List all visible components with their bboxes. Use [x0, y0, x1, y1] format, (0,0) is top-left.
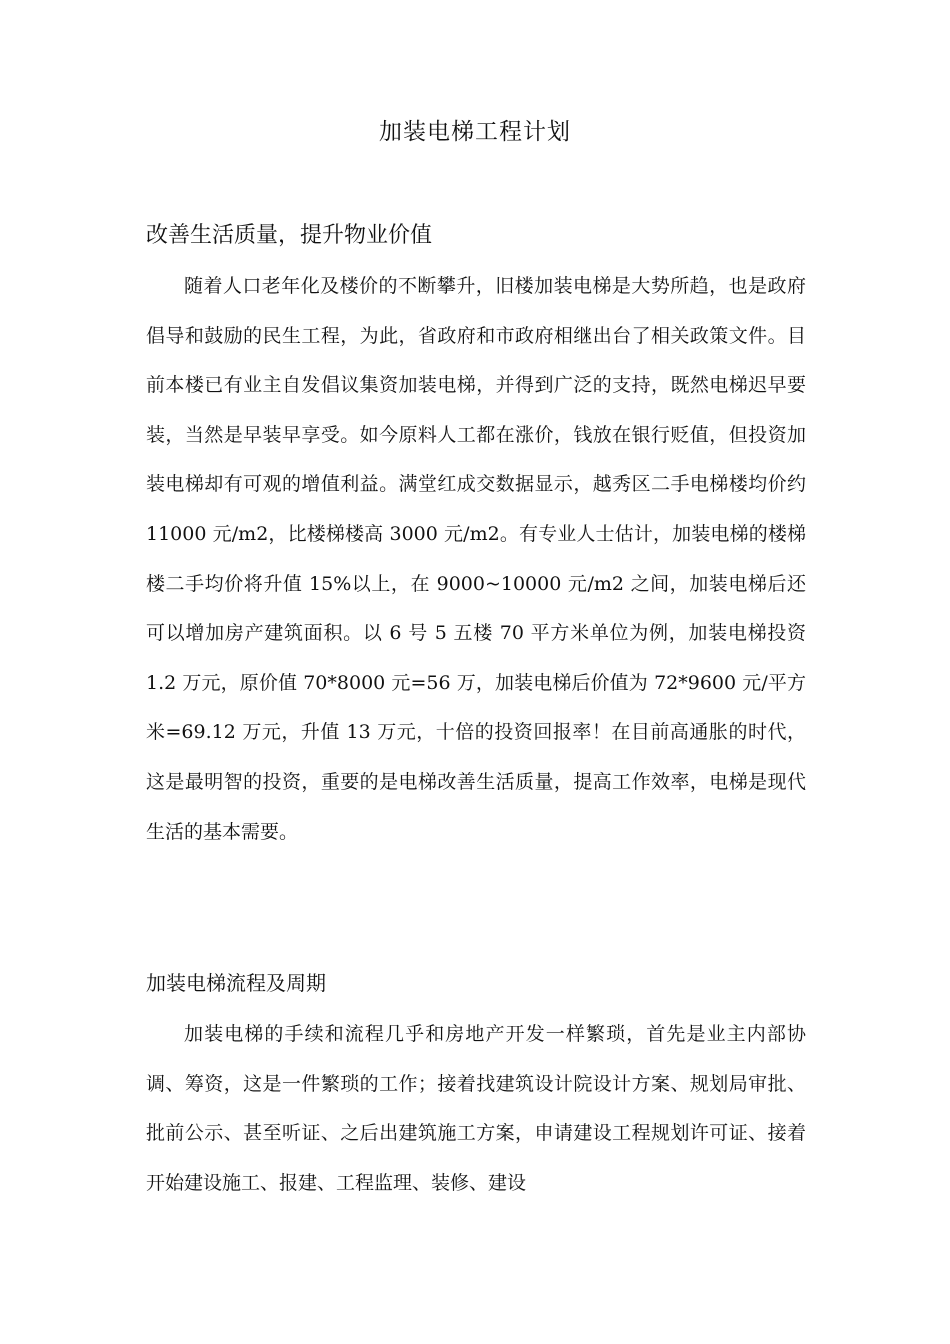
section-paragraph-process-cycle: 加装电梯的手续和流程几乎和房地产开发一样繁琐，首先是业主内部协调、筹资，这是一件繁琐的工作；接着找建筑设计院设计方案、规划局审批、批前公示、甚至听证、之后出建筑施工方案，申请建设工程规划许可证、接着开始建设施工、报建、工程监理、装修、建设: [146, 1023, 806, 1194]
section-paragraph-value-improvement: 随着人口老年化及楼价的不断攀升，旧楼加装电梯是大势所趋，也是政府倡导和鼓励的民生工程，为此，省政府和市政府相继出台了相关政策文件。目前本楼已有业主自发倡议集资加装电梯，并得到广泛的支持，既然电梯迟早要装，当然是早装早享受。如今原料人工都在涨价，钱放在银行贬值，但投资加装电梯却有可观的增值利益。满堂红成交数据显示，越秀区二手电梯楼均价约 11000 元/m2，比楼梯楼高 3000 元/m2。有专业人士估计，加装电梯的楼梯楼二手均价将升值 15%以上，在 9000~10000 元/m2 之间，加装电梯后还可以增加房产建筑面积。以 6 号 5 五楼 70 平方米单位为例，加装电梯投资 1.2 万元，原价值 70*8000 元=56 万，加装电梯后价值为 72*9600 元/平方米=69.12 万元，升值 13 万元，十倍的投资回报率！在目前高通胀的时代，这是最明智的投资，重要的是电梯改善生活质量，提高工作效率，电梯是现代生活的基本需要。: [146, 275, 806, 843]
section-heading-process-cycle: 加装电梯流程及周期: [146, 971, 326, 995]
section-heading-value-improvement: 改善生活质量，提升物业价值: [146, 223, 433, 248]
document-title: 加装电梯工程计划: [379, 119, 571, 145]
